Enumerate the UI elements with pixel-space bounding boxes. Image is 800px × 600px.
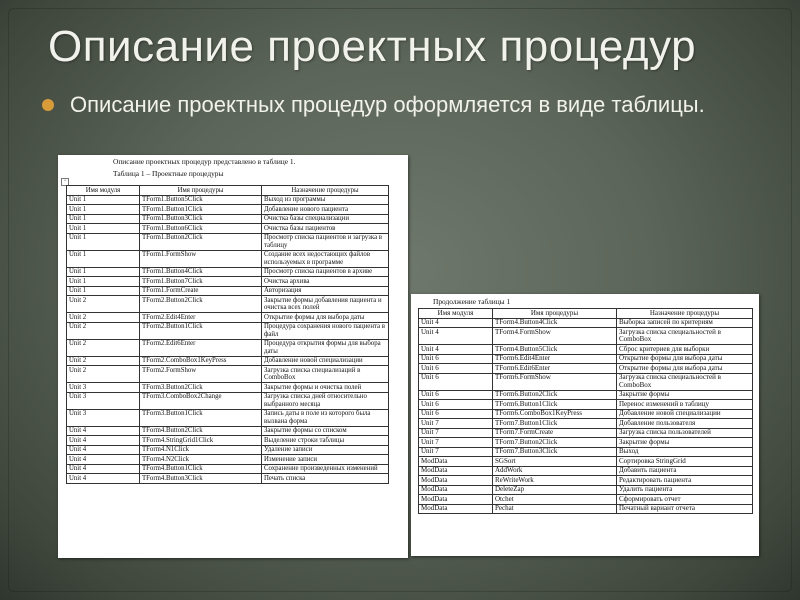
table-row xyxy=(419,400,753,410)
table-cell: TForm2.FormShow xyxy=(140,366,262,383)
table-cell: Загрузка списка специальностей в ComboBox xyxy=(617,328,753,345)
table-cell: Открытие формы для выбора даты xyxy=(262,313,389,323)
table-cell: TForm2.Edit4Enter xyxy=(140,313,262,323)
table-row xyxy=(419,428,753,438)
table-cell: Unit 4 xyxy=(67,474,140,484)
table-cell: TForm2.Button1Click xyxy=(140,322,262,339)
table-cell: ModData xyxy=(419,457,493,467)
table-cell: AddWork xyxy=(493,466,617,476)
table-cell: Добавление нового пациента xyxy=(262,205,389,215)
table-cell: Сортировка StringGrid xyxy=(617,457,753,467)
table-cell: Unit 4 xyxy=(67,455,140,465)
table-cell: Процедура сохранения нового пациента в файл xyxy=(262,322,389,339)
table-cell: TForm3.Button2Click xyxy=(140,383,262,393)
table-cell: Печатный вариант отчета xyxy=(617,504,753,514)
table-cell: Закрытие формы добавления пациента и очистка всех полей xyxy=(262,296,389,313)
table-cell: TForm4.Button3Click xyxy=(140,474,262,484)
column-header: Имя процедуры xyxy=(140,186,262,196)
document-page-2 xyxy=(411,294,759,556)
table-row xyxy=(419,409,753,419)
table-cell: Unit 2 xyxy=(67,339,140,356)
table-cell: Unit 6 xyxy=(419,409,493,419)
table-cell: TForm4.Button4Click xyxy=(493,318,617,328)
table-cell: Unit 1 xyxy=(67,214,140,224)
table-cell: TForm2.ComboBox1KeyPress xyxy=(140,356,262,366)
table-row xyxy=(67,286,389,296)
table-cell: TForm1.Button1Click xyxy=(140,205,262,215)
table-row xyxy=(67,426,389,436)
table-cell: Сохранение произведенных изменений xyxy=(262,464,389,474)
table-cell: Выделение строки таблицы xyxy=(262,436,389,446)
table-cell: Загрузка списка специализаций в ComboBox xyxy=(262,366,389,383)
table-cell: Unit 7 xyxy=(419,419,493,429)
table-row xyxy=(67,233,389,250)
table-cell: TForm2.Edit6Enter xyxy=(140,339,262,356)
table-cell: TForm7.Button3Click xyxy=(493,447,617,457)
procedures-table xyxy=(66,185,389,484)
table-cell: TForm1.Button2Click xyxy=(140,233,262,250)
table-cell: TForm7.Button2Click xyxy=(493,438,617,448)
table-cell: Удалить пациента xyxy=(617,485,753,495)
column-header: Назначение процедуры xyxy=(262,186,389,196)
table-row xyxy=(67,366,389,383)
table-cell: Unit 4 xyxy=(67,464,140,474)
table-cell: TForm1.Button5Click xyxy=(140,195,262,205)
table-row xyxy=(67,455,389,465)
table-cell: TForm4.N1Click xyxy=(140,445,262,455)
table-cell: TForm3.Button1Click xyxy=(140,409,262,426)
table-cell: TForm7.Button1Click xyxy=(493,419,617,429)
table-cell: Авторизация xyxy=(262,286,389,296)
table-cell: Закрытие формы xyxy=(617,438,753,448)
table-cell: TForm3.ComboBox2Change xyxy=(140,392,262,409)
table-cell: Unit 1 xyxy=(67,233,140,250)
table-cell: Запись даты в поле из которого была вызвана форма xyxy=(262,409,389,426)
column-header: Имя процедуры xyxy=(493,309,617,319)
continuation-caption: Продолжение таблицы 1 xyxy=(433,297,511,306)
table-cell: Unit 1 xyxy=(67,277,140,287)
table-cell: Unit 3 xyxy=(67,392,140,409)
slide-title: Описание проектных процедур xyxy=(48,22,697,71)
table-cell: Unit 7 xyxy=(419,428,493,438)
table-cell: Unit 6 xyxy=(419,364,493,374)
table-cell: Загрузка списка специальностей в ComboBox xyxy=(617,373,753,390)
table-cell: Добавление новой специализации xyxy=(617,409,753,419)
table-cell: Unit 4 xyxy=(419,328,493,345)
table-row xyxy=(67,409,389,426)
table-cell: TForm1.Button3Click xyxy=(140,214,262,224)
table-row xyxy=(67,474,389,484)
procedures-table-continued xyxy=(418,308,753,514)
table-row xyxy=(419,328,753,345)
table-row xyxy=(419,373,753,390)
table-caption: Таблица 1 – Проектные процедуры xyxy=(113,169,224,178)
table-cell: TForm6.FormShow xyxy=(493,373,617,390)
table-cell: Сформировать отчет xyxy=(617,495,753,505)
table-cell: TForm6.Button1Click xyxy=(493,400,617,410)
table-row xyxy=(419,447,753,457)
table-cell: Добавление новой специализации xyxy=(262,356,389,366)
table-cell: Перенос изменений в таблицу xyxy=(617,400,753,410)
table-row xyxy=(419,504,753,514)
table-cell: Unit 1 xyxy=(67,250,140,267)
table-row xyxy=(419,495,753,505)
table-cell: ModData xyxy=(419,466,493,476)
table-row xyxy=(67,267,389,277)
table-cell: TForm1.Button6Click xyxy=(140,224,262,234)
table-cell: Удаление записи xyxy=(262,445,389,455)
table-cell: Unit 6 xyxy=(419,354,493,364)
column-header: Назначение процедуры xyxy=(617,309,753,319)
table-cell: Unit 3 xyxy=(67,383,140,393)
bullet-dot-icon xyxy=(42,99,54,111)
intro-text: Описание проектных процедур представлено в таблице 1. xyxy=(113,157,296,166)
table-cell: Unit 6 xyxy=(419,390,493,400)
table-cell: Просмотр списка пациентов в архиве xyxy=(262,267,389,277)
table-row xyxy=(419,364,753,374)
table-row xyxy=(419,345,753,355)
table-cell: Редактировать пациента xyxy=(617,476,753,486)
table-cell: Добавить пациента xyxy=(617,466,753,476)
table-row xyxy=(67,205,389,215)
table-row xyxy=(67,383,389,393)
table-row xyxy=(67,296,389,313)
table-cell: Закрытие формы со списком xyxy=(262,426,389,436)
table-cell: Очистка базы специализации xyxy=(262,214,389,224)
table-cell: Unit 6 xyxy=(419,400,493,410)
table-cell: Добавление пользователя xyxy=(617,419,753,429)
table-cell: Unit 1 xyxy=(67,267,140,277)
table-row xyxy=(67,313,389,323)
table-cell: TForm1.FormShow xyxy=(140,250,262,267)
table-cell: Создание всех недостающих файлов используемых в программе xyxy=(262,250,389,267)
table-cell: DeleteZap xyxy=(493,485,617,495)
table-cell: Закрытие формы и очистка полей xyxy=(262,383,389,393)
table-row xyxy=(67,445,389,455)
table-cell: TForm4.FormShow xyxy=(493,328,617,345)
table-cell: TForm1.Button4Click xyxy=(140,267,262,277)
table-row xyxy=(67,356,389,366)
table-cell: TForm4.Button5Click xyxy=(493,345,617,355)
table-cell: Очистка архива xyxy=(262,277,389,287)
table-cell: Unit 4 xyxy=(419,345,493,355)
table-row xyxy=(67,436,389,446)
table-cell: TForm4.N2Click xyxy=(140,455,262,465)
table-cell: Unit 1 xyxy=(67,224,140,234)
table-cell: TForm6.ComboBox1KeyPress xyxy=(493,409,617,419)
table-cell: Сброс критериев для выборки xyxy=(617,345,753,355)
table-row xyxy=(419,318,753,328)
table-cell: Загрузка списка дней относительно выбранного месяца xyxy=(262,392,389,409)
table-cell: Unit 7 xyxy=(419,438,493,448)
table-row xyxy=(67,464,389,474)
table-cell: Загрузка списка пользователей xyxy=(617,428,753,438)
table-cell: Unit 2 xyxy=(67,366,140,383)
table-cell: Выход xyxy=(617,447,753,457)
table-cell: Изменение записи xyxy=(262,455,389,465)
table-cell: TForm4.StringGrid1Click xyxy=(140,436,262,446)
table-cell: Выход из программы xyxy=(262,195,389,205)
table-cell: Очистка базы пациентов xyxy=(262,224,389,234)
table-cell: Выборка записей по критериям xyxy=(617,318,753,328)
table-cell: Unit 1 xyxy=(67,195,140,205)
table-cell: Unit 3 xyxy=(67,409,140,426)
table-row xyxy=(67,392,389,409)
table-cell: TForm6.Edit6Enter xyxy=(493,364,617,374)
table-row xyxy=(67,250,389,267)
table-cell: TForm4.Button1Click xyxy=(140,464,262,474)
table-cell: Otchet xyxy=(493,495,617,505)
table-cell: Закрытие формы xyxy=(617,390,753,400)
table-cell: ModData xyxy=(419,485,493,495)
bullet-text: Описание проектных процедур оформляется в виде таблицы. xyxy=(70,92,705,117)
table-cell: Процедура открытия формы для выбора даты xyxy=(262,339,389,356)
table-cell: ModData xyxy=(419,495,493,505)
table-cell: TForm7.FormCreate xyxy=(493,428,617,438)
table-cell: Открытие формы для выбора даты xyxy=(617,364,753,374)
table-cell: Открытие формы для выбора даты xyxy=(617,354,753,364)
table-cell: Печать списка xyxy=(262,474,389,484)
table-cell: SGSort xyxy=(493,457,617,467)
table-cell: TForm6.Edit4Enter xyxy=(493,354,617,364)
table-cell: Unit 1 xyxy=(67,205,140,215)
table-row xyxy=(419,419,753,429)
table-cell: Unit 4 xyxy=(67,445,140,455)
table-cell: TForm1.Button7Click xyxy=(140,277,262,287)
table-row xyxy=(67,224,389,234)
table-cell: Unit 2 xyxy=(67,322,140,339)
table-cell: Pechat xyxy=(493,504,617,514)
table-row xyxy=(67,339,389,356)
table-cell: Unit 2 xyxy=(67,313,140,323)
column-header: Имя модуля xyxy=(67,186,140,196)
table-cell: Unit 7 xyxy=(419,447,493,457)
table-row xyxy=(419,466,753,476)
table-cell: TForm4.Button2Click xyxy=(140,426,262,436)
bullet-item xyxy=(42,90,762,120)
table-cell: ModData xyxy=(419,504,493,514)
table-row xyxy=(67,214,389,224)
table-cell: Unit 2 xyxy=(67,296,140,313)
table-row xyxy=(419,390,753,400)
table-cell: Unit 1 xyxy=(67,286,140,296)
table-row xyxy=(67,277,389,287)
table-cell: TForm2.Button2Click xyxy=(140,296,262,313)
table-cell: Unit 4 xyxy=(67,426,140,436)
table-row xyxy=(419,476,753,486)
table-cell: TForm1.FormCreate xyxy=(140,286,262,296)
table-row xyxy=(419,438,753,448)
table-row xyxy=(67,322,389,339)
column-header: Имя модуля xyxy=(419,309,493,319)
table-cell: Unit 4 xyxy=(67,436,140,446)
table-cell: Unit 2 xyxy=(67,356,140,366)
table-cell: TForm6.Button2Click xyxy=(493,390,617,400)
table-move-handle-icon: + xyxy=(61,178,69,186)
table-cell: ReWriteWork xyxy=(493,476,617,486)
table-row xyxy=(419,485,753,495)
table-cell: ModData xyxy=(419,476,493,486)
table-cell: Просмотр списка пациентов и загрузка в таблицу xyxy=(262,233,389,250)
table-row xyxy=(419,457,753,467)
table-cell: Unit 4 xyxy=(419,318,493,328)
table-cell: Unit 6 xyxy=(419,373,493,390)
table-row xyxy=(419,354,753,364)
document-page-1 xyxy=(58,155,408,558)
table-row xyxy=(67,195,389,205)
